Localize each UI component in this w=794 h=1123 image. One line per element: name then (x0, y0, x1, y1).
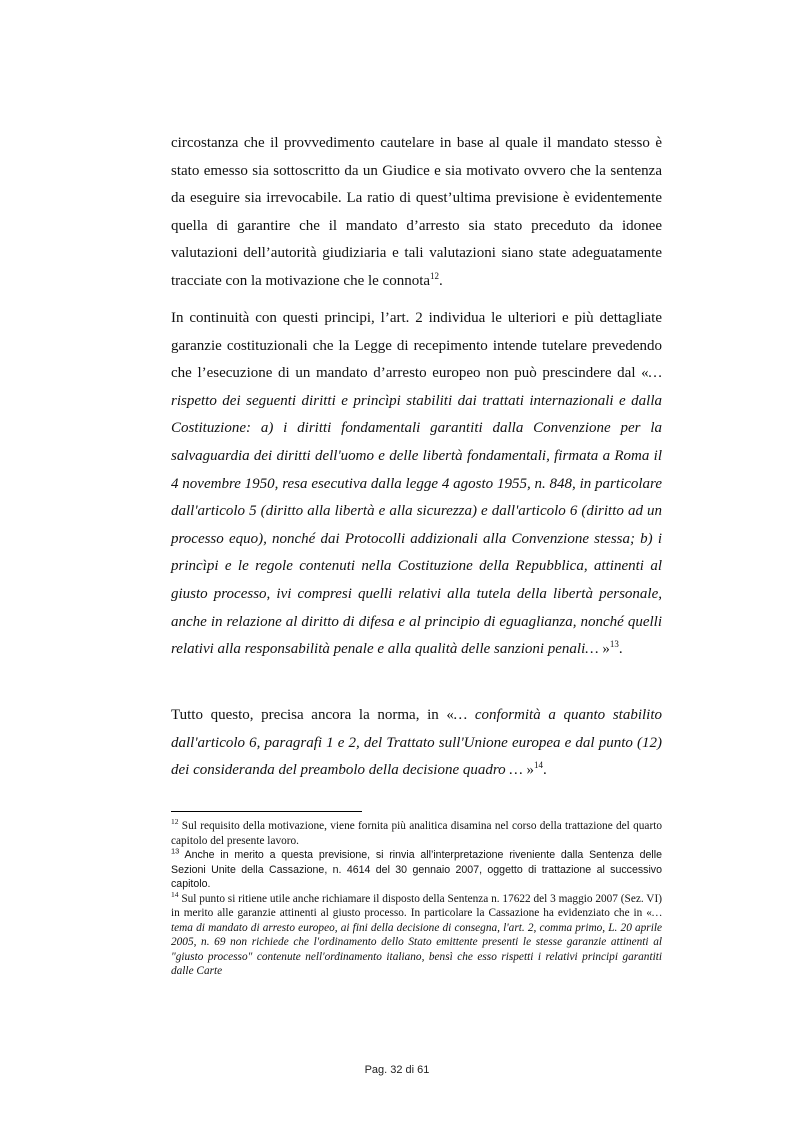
paragraph-3-end: . (543, 762, 547, 779)
footnote-ref-13[interactable]: 13 (609, 639, 619, 650)
footnote-12-number: 12 (171, 817, 179, 827)
page-footer (0, 1064, 794, 1076)
footnotes (171, 819, 662, 979)
footnote-ref-14[interactable]: 14 (534, 760, 544, 771)
paragraph-2-close: » (598, 641, 610, 658)
footnote-14-quote: …tema di mandato di arresto europeo, ai fini della decisione di consegna, l'art. 2, comma primo, L. 20 aprile 2005, n. 69 non richiede che l'ordinamento dello Stato emittente presenti le stesse garanzie attinenti al "giusto processo" contenute nell'ordinamento italiano, bensì che esso rispetti i relativi principi garantiti dalle Carte (171, 907, 662, 977)
footnote-13-number: 13 (171, 846, 180, 856)
paragraph-3-close: » (522, 762, 535, 779)
paragraph-2 (171, 305, 662, 664)
paragraph-1-text: circostanza che il provvedimento cautelare in base al quale il mandato stesso è stato emesso sia sottoscritto da un Giudice e sia motivato ovvero che la sentenza da eseguire sia irrevocabile. La ratio di quest’ultima previsione è evidentemente quella di garantire che il mandato d’arresto sia stato preceduto da idonee valutazioni dell’autorità giudiziaria e tali valutazioni siano state adeguatamente tracciate con la motivazione che le connota (171, 135, 662, 289)
footnote-14-text: Sul punto si ritiene utile anche richiamare il disposto della Sentenza n. 17622 del 3 maggio 2007 (Sez. VI) in merito alle garanzie attinenti al giusto processo. In particolare la Cassazione ha evidenziato che in « (171, 892, 662, 919)
paragraph-1 (171, 130, 662, 296)
paragraph-2-end: . (618, 641, 623, 658)
footnote-ref-12[interactable]: 12 (430, 270, 440, 281)
footnote-13 (171, 848, 662, 892)
footnote-12 (171, 819, 662, 848)
paragraph-2-text: In continuità con questi principi, l’art. 2 individua le ulteriori e più dettagliate garanzie costituzionali che la Legge di recepimento intende tutelare prevedendo che l’esecuzione di un mandato d’arresto europeo non può prescindere dal « (171, 310, 662, 382)
paragraph-1-end: . (439, 272, 443, 289)
paragraph-3-text: Tutto questo, precisa ancora la norma, in « (171, 707, 454, 723)
footnote-14 (171, 889, 662, 979)
paragraph-3 (171, 702, 662, 785)
page-number: Pag. 32 di 61 (364, 1064, 430, 1076)
footnote-13-text: Anche in merito a questa previsione, si rinvia all’interpretazione riveniente dalla Sentenza delle Sezioni Unite della Cassazione, n. 4614 del 30 gennaio 2007, oggetto di trattazione al successivo capitolo. (171, 849, 662, 890)
footnote-separator (171, 811, 362, 812)
footnote-12-text: Sul requisito della motivazione, viene fornita più analitica disamina nel corso della trattazione del quarto capitolo del presente lavoro. (171, 820, 662, 847)
footnote-14-number: 14 (171, 889, 179, 899)
paragraph-2-quote: … rispetto dei seguenti diritti e princìpi stabiliti dai trattati internazionali e dalla Costituzione: a) i diritti fondamentali garantiti dalla Convenzione per la salvaguardia dei diritti dell'uomo e delle libertà fondamentali, firmata a Roma il 4 novembre 1950, resa esecutiva dalla legge 4 agosto 1955, n. 848, in particolare dall'articolo 5 (diritto alla libertà e alla sicurezza) e dall'articolo 6 (diritto ad un processo equo), nonché dai Protocolli addizionali alla Convenzione stessa; b) i princìpi e le regole contenuti nella Costituzione della Repubblica, attinenti al giusto processo, ivi compresi quelli relativi alla tutela della libertà personale, anche in relazione al diritto di difesa e al principio di eguaglianza, nonché quelli relativi alla responsabilità penale e alla qualità delle sanzioni penali… (171, 365, 662, 658)
paragraph-3-quote: … conformità a quanto stabilito dall'articolo 6, paragrafi 1 e 2, del Trattato sull'Unione europea e dal punto (12) dei consideranda del preambolo della decisione quadro … (171, 707, 662, 779)
